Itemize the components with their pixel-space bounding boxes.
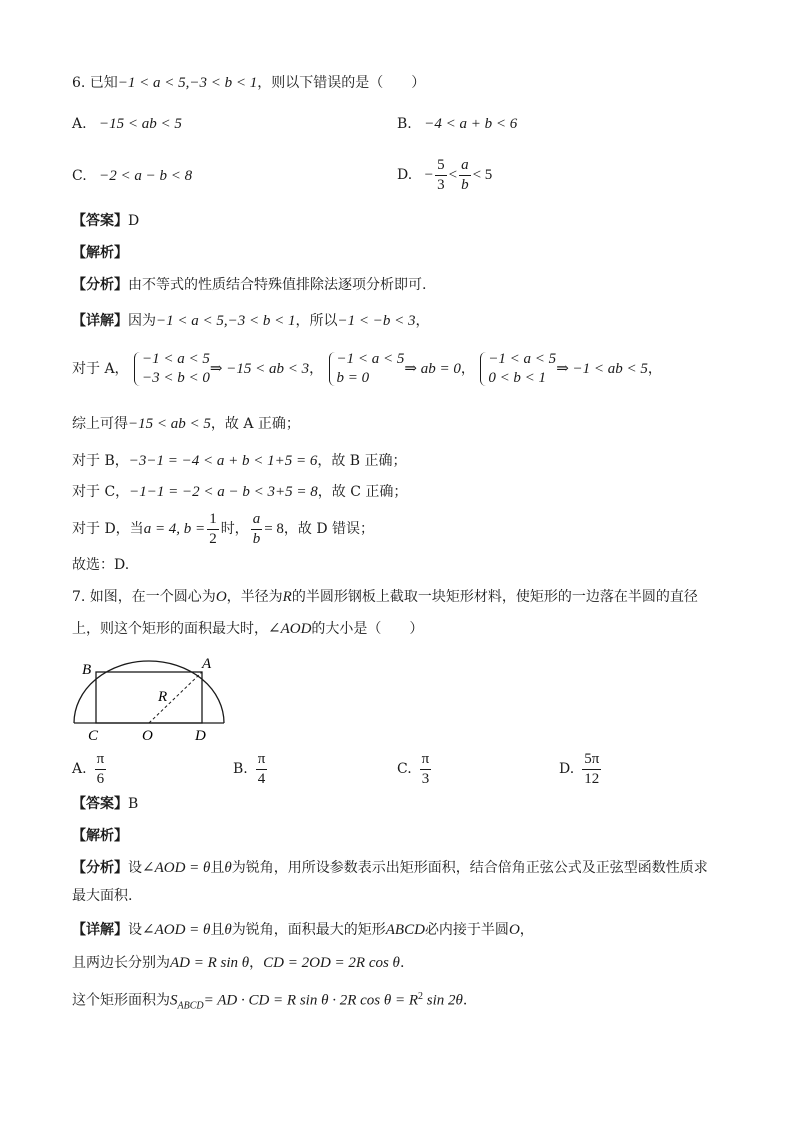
q7-jiexi: 【解析】 [72, 828, 128, 844]
q6-choose: 故选：D. [72, 557, 130, 573]
q6-system-3: −1 < a < 5 0 < b < 1 [479, 350, 556, 388]
label-o: O [142, 728, 153, 744]
q6-option-d-frac2: $\frac{a}{b}$ [461, 156, 469, 193]
q7-option-a: A. $\frac{\pi}{6}$ [72, 750, 105, 787]
q6-system-1: −1 < a < 5 −3 < b < 0 [133, 350, 210, 388]
q6-detail-line1: 【详解】因为−1 < a < 5,−3 < b < 1，所以−1 < −b < 3， [72, 313, 430, 329]
q6-analysis: 【分析】由不等式的性质结合特殊值排除法逐项分析即可. [72, 277, 427, 293]
q6-system-2: −1 < a < 5 b = 0 [328, 350, 405, 388]
q6-option-b [397, 114, 517, 134]
q6-stem [72, 73, 425, 93]
label-d: D [195, 728, 206, 744]
q6-option-d-label: D. [397, 167, 413, 183]
q7-analysis-line1: 【分析】设∠AOD = θ且θ为锐角，用所设参数表示出矩形面积，结合倍角正弦公式及正弦型函数性质求 [72, 860, 708, 876]
q6-jiexi: 【解析】 [72, 245, 128, 261]
q7-answer-value: B [128, 796, 139, 812]
q6-option-c-text: −2 < a − b < 8 [99, 168, 193, 184]
inscribed-rectangle [96, 672, 202, 723]
q6-option-a-label: A. [72, 116, 87, 132]
q6-option-c [72, 166, 192, 186]
q6-answer [72, 211, 139, 231]
q6-detail-d: 对于 D，当a = 4, b = $\frac{1}{2}$ 时， $\frac{a}{b}$ = 8，故 D 错误； [72, 510, 375, 547]
q7-detail-line1: 【详解】设∠AOD = θ且θ为锐角，面积最大的矩形ABCD必内接于半圆O， [72, 922, 534, 938]
q7-option-b: B. $\frac{\pi}{4}$ [233, 750, 266, 787]
q7-stem-line1: 7. 如图，在一个圆心为O，半径为R的半圆形钢板上截取一块矩形材料，使矩形的一边落在半圆的直径 [72, 589, 698, 605]
q6-option-a-text: −15 < ab < 5 [99, 116, 182, 132]
q6-stem-suffix: ，则以下错误的是（ ） [257, 75, 426, 91]
q6-stem-condition: −1 < a < 5,−3 < b < 1 [117, 75, 258, 91]
q6-option-d-post: < 5 [472, 167, 493, 183]
q6-detail-c: 对于 C，−1−1 = −2 < a − b < 3+5 = 8，故 C 正确； [72, 484, 408, 500]
q6-option-c-label: C. [72, 168, 87, 184]
q7-analysis-line2: 最大面积. [72, 888, 133, 904]
label-c: C [88, 728, 99, 744]
q6-summary: 综上可得−15 < ab < 5，故 A 正确； [72, 416, 300, 432]
q6-option-d-lt: < [448, 167, 458, 183]
q7-stem-line2: 上，则这个矩形的面积最大时，∠AOD的大小是（ ） [72, 621, 424, 637]
semicircle-figure [66, 650, 236, 745]
label-a: A [202, 656, 212, 672]
q6-option-d-minus: − [424, 167, 434, 183]
q6-answer-value: D [128, 213, 140, 229]
q6-detail-a: 对于 A， −1 < a < 5 −3 < b < 0 ⇒ −15 < ab < 3， −1 < a < 5 b = 0 ⇒ ab = 0， −1 < a < 5 0 < b < 1 ⇒ −1 < ab < 5， [72, 351, 662, 386]
q6-detail-b: 对于 B，−3−1 = −4 < a + b < 1+5 = 6，故 B 正确； [72, 453, 407, 469]
q7-option-c: C. $\frac{\pi}{3}$ [397, 750, 430, 787]
q7-detail-line3: 这个矩形面积为$S_{ABCD}=$ AD · CD = R sin θ · 2R $\cos \theta = R^2$ sin 2θ. [72, 991, 468, 1012]
q6-option-b-label: B. [397, 116, 412, 132]
q6-option-a [72, 114, 182, 134]
q7-answer: 【答案】B [72, 796, 139, 812]
q6-option-d [397, 155, 492, 195]
q6-stem-prefix: 6. 已知 [72, 75, 118, 91]
label-b: B [82, 662, 92, 678]
q7-option-d: D. $\frac{5\pi}{12}$ [559, 750, 600, 787]
answer-tag: 【答案】 [72, 213, 128, 229]
radius-dashed-line [149, 672, 202, 723]
q6-option-d-frac1: $\frac{5}{3}$ [437, 156, 445, 193]
q6-option-b-text: −4 < a + b < 6 [424, 116, 518, 132]
label-r: R [158, 689, 168, 705]
q7-detail-line2: 且两边长分别为AD = R sin θ，CD = 2OD = 2R cos θ. [72, 955, 405, 971]
